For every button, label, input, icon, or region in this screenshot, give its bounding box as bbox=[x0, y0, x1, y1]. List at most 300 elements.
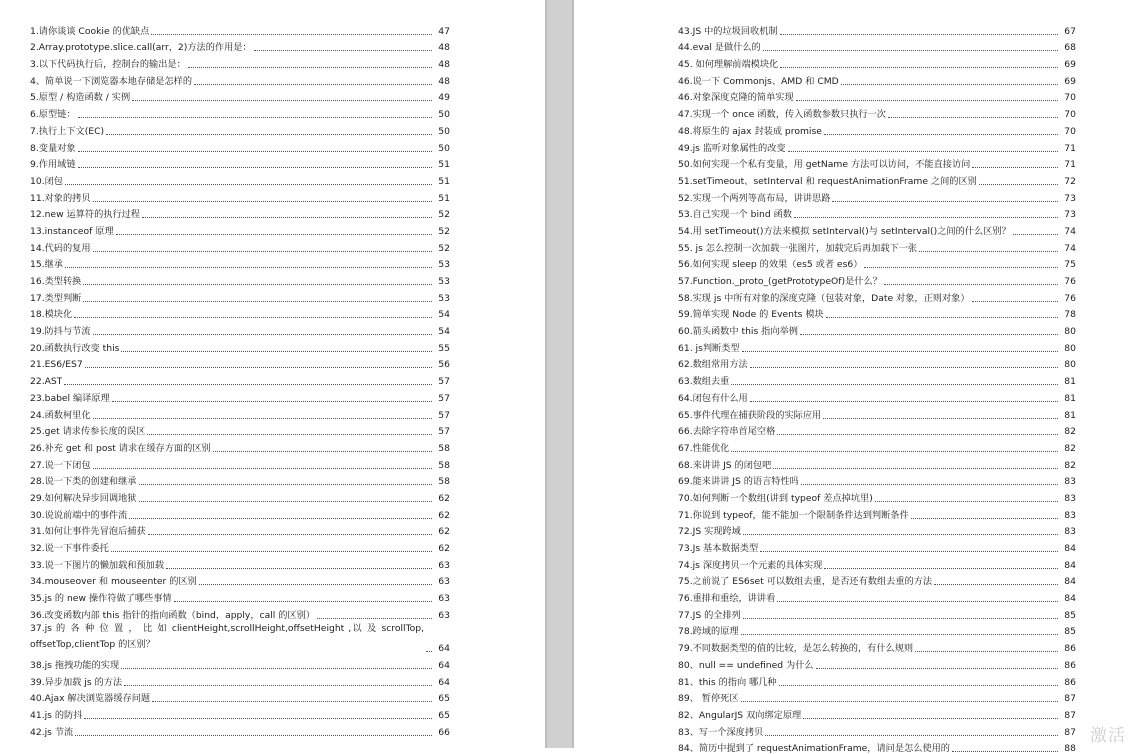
toc-dot-leader bbox=[65, 267, 432, 268]
toc-entry[interactable] bbox=[678, 120, 1076, 137]
toc-dot-leader bbox=[884, 284, 1058, 285]
toc-dot-leader bbox=[743, 618, 1058, 619]
toc-dot-leader bbox=[106, 134, 432, 135]
toc-entry-title: 14.代码的复用 bbox=[30, 242, 91, 254]
toc-page-number: 54 bbox=[438, 326, 450, 338]
toc-entry[interactable] bbox=[30, 154, 450, 171]
toc-dot-leader bbox=[188, 67, 432, 68]
toc-dot-leader bbox=[78, 151, 432, 152]
toc-entry[interactable] bbox=[678, 20, 1076, 37]
toc-entry-title: 23.babel 编译原理 bbox=[30, 392, 110, 404]
toc-entry-title: 70.如何判断一个数组(讲到 typeof 差点掉坑里) bbox=[678, 492, 873, 504]
toc-page-number: 75 bbox=[1064, 259, 1076, 271]
toc-entry-title: 8.变量对象 bbox=[30, 142, 76, 154]
toc-entry-title: 64.闭包有什么用 bbox=[678, 392, 748, 404]
toc-entry[interactable] bbox=[678, 370, 1076, 387]
toc-dot-leader bbox=[780, 34, 1058, 35]
toc-dot-leader bbox=[83, 301, 432, 302]
toc-entry[interactable] bbox=[30, 454, 450, 471]
toc-page-number: 50 bbox=[438, 125, 450, 137]
toc-page-number: 86 bbox=[1064, 643, 1076, 655]
toc-page-number: 81 bbox=[1064, 376, 1076, 388]
toc-entry-title: 35.js 的 new 操作符做了哪些事情 bbox=[30, 593, 172, 605]
toc-entry[interactable] bbox=[678, 154, 1076, 171]
toc-dot-leader bbox=[111, 551, 432, 552]
toc-page-number: 71 bbox=[1064, 142, 1076, 154]
toc-entry-title: 1.请你谈谈 Cookie 的优缺点 bbox=[30, 25, 150, 37]
toc-entry-title: 83、写一个深度拷贝 bbox=[678, 726, 764, 738]
toc-dot-leader bbox=[824, 568, 1058, 569]
toc-page-number: 84 bbox=[1064, 593, 1076, 605]
toc-dot-leader bbox=[65, 184, 432, 185]
toc-page-number: 73 bbox=[1064, 209, 1076, 221]
toc-list-left bbox=[30, 20, 450, 738]
toc-entry[interactable] bbox=[678, 170, 1076, 187]
toc-page-number: 53 bbox=[438, 259, 450, 271]
toc-dot-leader bbox=[124, 685, 432, 686]
toc-entry[interactable] bbox=[678, 671, 1076, 688]
toc-page-number: 69 bbox=[1064, 59, 1076, 71]
toc-page-number: 82 bbox=[1064, 426, 1076, 438]
toc-entry[interactable] bbox=[30, 87, 450, 104]
toc-entry-title: 50.如何实现一个私有变量，用 getName 方法可以访问，不能直接访问 bbox=[678, 159, 971, 171]
toc-entry-title: 74.js 深度拷贝一个元素的具体实现 bbox=[678, 559, 823, 571]
toc-entry[interactable] bbox=[678, 688, 1076, 705]
toc-entry-title: 48.将原生的 ajax 封装成 promise bbox=[678, 125, 822, 137]
toc-dot-leader bbox=[142, 217, 432, 218]
toc-dot-leader bbox=[78, 167, 432, 168]
toc-entry[interactable] bbox=[678, 37, 1076, 54]
toc-page-number: 57 bbox=[438, 392, 450, 404]
toc-dot-leader bbox=[147, 434, 432, 435]
toc-entry-title: 66.去除字符串首尾空格 bbox=[678, 426, 776, 438]
toc-entry[interactable] bbox=[30, 370, 450, 387]
toc-entry-title: 32.说一下事件委托 bbox=[30, 543, 109, 554]
toc-page-number: 62 bbox=[438, 492, 450, 504]
toc-entry[interactable] bbox=[30, 688, 450, 705]
toc-entry-title: 52.实现一个两列等高布局，讲讲思路 bbox=[678, 192, 831, 204]
toc-entry-title: 44.eval 是做什么的 bbox=[678, 42, 761, 54]
toc-page-number: 51 bbox=[438, 159, 450, 171]
toc-entry[interactable] bbox=[678, 137, 1076, 154]
toc-entry[interactable] bbox=[678, 504, 1076, 521]
toc-page-number: 51 bbox=[438, 175, 450, 187]
toc-page-number: 54 bbox=[438, 309, 450, 321]
toc-entry[interactable] bbox=[678, 471, 1076, 488]
toc-entry[interactable] bbox=[678, 654, 1076, 671]
toc-page-number: 84 bbox=[1064, 559, 1076, 571]
toc-page-number: 83 bbox=[1064, 509, 1076, 521]
toc-page-number: 62 bbox=[438, 526, 450, 538]
toc-entry-title: 22.AST bbox=[30, 376, 63, 388]
toc-entry-title: 80、null == undefined 为什么 bbox=[678, 659, 814, 671]
toc-page-number: 63 bbox=[438, 593, 450, 605]
page-gutter bbox=[545, 0, 574, 748]
toc-page-number: 65 bbox=[438, 693, 450, 705]
toc-entry[interactable] bbox=[30, 387, 450, 404]
toc-page-number: 56 bbox=[438, 359, 450, 371]
toc-entry[interactable] bbox=[30, 337, 450, 354]
toc-entry[interactable] bbox=[30, 237, 450, 254]
toc-dot-leader bbox=[803, 718, 1058, 719]
toc-entry-title: 18.模块化 bbox=[30, 309, 73, 321]
toc-entry-title: 78.跨域的原理 bbox=[678, 626, 739, 638]
toc-page-number: 67 bbox=[1064, 25, 1076, 37]
toc-entry-title: 56.如何实现 sleep 的效果（es5 或者 es6） bbox=[678, 259, 863, 271]
toc-page-number: 64 bbox=[438, 643, 450, 655]
toc-entry[interactable] bbox=[678, 437, 1076, 454]
toc-entry[interactable] bbox=[678, 404, 1076, 421]
toc-entry[interactable] bbox=[678, 387, 1076, 404]
toc-entry[interactable] bbox=[30, 671, 450, 688]
toc-entry[interactable] bbox=[30, 20, 450, 37]
toc-dot-leader bbox=[773, 468, 1058, 469]
toc-entry-title: 19.防抖与节流 bbox=[30, 326, 91, 338]
toc-page-number: 70 bbox=[1064, 92, 1076, 104]
toc-entry-title: 68.来讲讲 JS 的闭包吧 bbox=[678, 459, 772, 471]
toc-entry[interactable] bbox=[678, 521, 1076, 538]
toc-entry[interactable] bbox=[30, 287, 450, 304]
toc-entry[interactable] bbox=[30, 554, 450, 571]
toc-dot-leader bbox=[152, 701, 432, 702]
toc-dot-leader bbox=[841, 84, 1058, 85]
toc-entry-title: 75.之前说了 ES6set 可以数组去重，是否还有数组去重的方法 bbox=[678, 576, 933, 588]
toc-entry[interactable] bbox=[30, 487, 450, 504]
toc-entry-title: 40.Ajax 解决浏览器缓存问题 bbox=[30, 693, 151, 705]
toc-page-number: 64 bbox=[438, 676, 450, 688]
toc-dot-leader bbox=[750, 367, 1058, 368]
toc-entry[interactable] bbox=[30, 537, 450, 554]
toc-page-number: 70 bbox=[1064, 109, 1076, 121]
toc-entry[interactable] bbox=[30, 404, 450, 421]
toc-dot-leader bbox=[823, 418, 1058, 419]
toc-page-number: 84 bbox=[1064, 576, 1076, 588]
toc-entry-title: 13.instanceof 原理 bbox=[30, 225, 114, 237]
toc-entry-title: 15.继承 bbox=[30, 259, 63, 271]
toc-dot-leader bbox=[112, 401, 432, 402]
toc-entry[interactable] bbox=[678, 287, 1076, 304]
toc-entry-title: 28.说一下类的创建和继承 bbox=[30, 476, 137, 488]
toc-page-number: 81 bbox=[1064, 392, 1076, 404]
toc-entry[interactable] bbox=[30, 437, 450, 454]
toc-entry-title: 27.说一下闭包 bbox=[30, 459, 91, 471]
toc-entry-title: 54.用 setTimeout()方法来模拟 setInterval()与 setInterval()之间的什么区别？ bbox=[678, 225, 1011, 237]
toc-entry-title: 63.数组去重 bbox=[678, 376, 730, 388]
toc-dot-leader bbox=[84, 718, 432, 719]
activation-watermark: 激活 bbox=[1090, 726, 1126, 746]
toc-dot-leader bbox=[796, 100, 1058, 101]
toc-dot-leader bbox=[952, 751, 1058, 752]
toc-entry-title: 53.自己实现一个 bind 函数 bbox=[678, 209, 792, 221]
toc-dot-leader bbox=[93, 418, 432, 419]
toc-entry-title: 34.mouseover 和 mouseenter 的区别 bbox=[30, 576, 197, 588]
toc-page-number: 78 bbox=[1064, 309, 1076, 321]
toc-entry[interactable] bbox=[678, 487, 1076, 504]
toc-entry-title: 73.Js 基本数据类型 bbox=[678, 543, 759, 554]
toc-entry-title: 11.对象的拷贝 bbox=[30, 192, 91, 204]
toc-page-number: 64 bbox=[438, 659, 450, 671]
toc-entry[interactable] bbox=[678, 254, 1076, 271]
toc-entry[interactable] bbox=[678, 604, 1076, 621]
toc-entry-title: 30.说说前端中的事件流 bbox=[30, 509, 128, 521]
toc-page-number: 66 bbox=[438, 726, 450, 738]
toc-entry[interactable] bbox=[678, 421, 1076, 438]
toc-entry[interactable] bbox=[678, 187, 1076, 204]
toc-entry[interactable] bbox=[678, 304, 1076, 321]
toc-entry-title: 29.如何解决异步回调地狱 bbox=[30, 492, 137, 504]
toc-entry-title: 41.js 的防抖 bbox=[30, 709, 83, 721]
toc-entry-title: 12.new 运算符的执行过程 bbox=[30, 209, 141, 221]
toc-entry[interactable] bbox=[30, 70, 450, 87]
toc-page-number: 87 bbox=[1064, 693, 1076, 705]
toc-entry[interactable] bbox=[678, 537, 1076, 554]
toc-entry-title: 71.你说到 typeof，能不能加一个限制条件达到判断条件 bbox=[678, 509, 909, 521]
toc-page-number: 70 bbox=[1064, 125, 1076, 137]
toc-page-number: 53 bbox=[438, 292, 450, 304]
toc-entry-title: 2.Array.prototype.slice.call(arr，2)方法的作用是： bbox=[30, 42, 252, 54]
toc-dot-leader bbox=[139, 501, 433, 502]
toc-entry[interactable] bbox=[30, 354, 450, 371]
toc-entry[interactable] bbox=[678, 354, 1076, 371]
toc-dot-leader bbox=[743, 534, 1058, 535]
toc-page-number: 80 bbox=[1064, 326, 1076, 338]
toc-entry-title: 57.Function._proto_(getPrototypeOf)是什么？ bbox=[678, 276, 882, 287]
toc-entry-title: 46.说一下 Commonjs、AMD 和 CMD bbox=[678, 75, 839, 87]
toc-dot-leader bbox=[317, 618, 432, 619]
toc-dot-leader bbox=[194, 84, 432, 85]
toc-page-number: 88 bbox=[1064, 743, 1076, 754]
toc-dot-leader bbox=[800, 334, 1058, 335]
toc-dot-leader bbox=[93, 251, 432, 252]
toc-dot-leader bbox=[801, 484, 1058, 485]
toc-entry[interactable] bbox=[30, 471, 450, 488]
toc-dot-leader bbox=[85, 367, 432, 368]
toc-dot-leader bbox=[777, 434, 1058, 435]
toc-entry-title: 3.以下代码执行后，控制台的输出是： bbox=[30, 59, 186, 71]
toc-dot-leader bbox=[64, 384, 432, 385]
toc-entry[interactable] bbox=[678, 103, 1076, 120]
toc-dot-leader bbox=[166, 568, 432, 569]
toc-entry[interactable] bbox=[678, 704, 1076, 721]
toc-entry-title: 25.get 请求传参长度的误区 bbox=[30, 426, 146, 438]
toc-entry-title: 81、this 的指向 哪几种 bbox=[678, 676, 777, 688]
toc-entry[interactable] bbox=[678, 337, 1076, 354]
toc-dot-leader bbox=[780, 67, 1058, 68]
toc-entry-title: 82、AngularJS 双向绑定原理 bbox=[678, 709, 802, 721]
toc-entry[interactable] bbox=[678, 270, 1076, 287]
toc-entry-title: 42.js 节流 bbox=[30, 726, 74, 738]
toc-entry[interactable] bbox=[30, 587, 450, 604]
toc-entry-title: 37.js 的 各 种 位 置 ， 比 如 clientHeight,scrollHeight,offsetHeight ,以 及 scrollTop, offsetTop,clientTop 的区别？ bbox=[30, 622, 424, 651]
toc-dot-leader bbox=[972, 167, 1058, 168]
toc-entry[interactable] bbox=[30, 304, 450, 321]
toc-dot-leader bbox=[74, 317, 432, 318]
toc-entry[interactable] bbox=[678, 454, 1076, 471]
toc-page-number: 85 bbox=[1064, 609, 1076, 621]
toc-page-number: 58 bbox=[438, 442, 450, 454]
toc-page-number: 62 bbox=[438, 543, 450, 554]
toc-page-number: 81 bbox=[1064, 409, 1076, 421]
toc-dot-leader bbox=[78, 117, 432, 118]
toc-entry-title: 5.原型 / 构造函数 / 实例 bbox=[30, 92, 131, 104]
toc-entry[interactable] bbox=[30, 53, 450, 70]
toc-page-number: 83 bbox=[1064, 476, 1076, 488]
toc-dot-leader bbox=[741, 634, 1058, 635]
toc-page-number: 49 bbox=[438, 92, 450, 104]
toc-entry-title: 51.setTimeout、setInterval 和 requestAnimationFrame 之间的区别 bbox=[678, 175, 977, 187]
toc-entry[interactable] bbox=[30, 654, 450, 671]
toc-dot-leader bbox=[731, 451, 1058, 452]
toc-entry[interactable] bbox=[30, 187, 450, 204]
toc-page-number: 80 bbox=[1064, 359, 1076, 371]
toc-dot-leader bbox=[824, 134, 1058, 135]
toc-entry[interactable] bbox=[30, 421, 450, 438]
toc-dot-leader bbox=[93, 334, 432, 335]
toc-entry[interactable] bbox=[678, 587, 1076, 604]
toc-entry-title: 46.对象深度克隆的简单实现 bbox=[678, 92, 794, 104]
toc-page-number: 82 bbox=[1064, 459, 1076, 471]
toc-dot-leader bbox=[794, 217, 1058, 218]
toc-entry[interactable] bbox=[30, 270, 450, 287]
toc-entry-title: 72.JS 实现跨域 bbox=[678, 526, 741, 538]
toc-page-number: 76 bbox=[1064, 292, 1076, 304]
toc-entry-title: 33.说一下图片的懒加载和预加载 bbox=[30, 559, 165, 571]
toc-entry[interactable] bbox=[678, 721, 1076, 738]
toc-entry[interactable] bbox=[678, 87, 1076, 104]
toc-dot-leader bbox=[816, 668, 1058, 669]
toc-entry-title: 10.闭包 bbox=[30, 175, 63, 187]
toc-entry[interactable] bbox=[30, 320, 450, 337]
toc-entry[interactable] bbox=[30, 37, 450, 54]
toc-entry-title: 36.改变函数内部 this 指针的指向函数（bind，apply，call 的区别） bbox=[30, 609, 315, 621]
toc-dot-leader bbox=[934, 584, 1058, 585]
toc-dot-leader bbox=[826, 317, 1058, 318]
toc-page-number: 55 bbox=[438, 342, 450, 354]
toc-page-number: 63 bbox=[438, 559, 450, 571]
toc-entry[interactable] bbox=[30, 137, 450, 154]
toc-entry[interactable] bbox=[30, 621, 450, 654]
toc-entry[interactable] bbox=[678, 204, 1076, 221]
toc-page-number: 57 bbox=[438, 376, 450, 388]
toc-dot-leader bbox=[93, 468, 432, 469]
toc-entry[interactable] bbox=[30, 504, 450, 521]
toc-page-number: 48 bbox=[438, 42, 450, 54]
toc-entry[interactable] bbox=[30, 120, 450, 137]
toc-entry-title: 65.事件代理在捕获阶段的实际应用 bbox=[678, 409, 822, 421]
toc-page-number: 48 bbox=[438, 59, 450, 71]
toc-entry-title: 9.作用域链 bbox=[30, 159, 76, 171]
toc-page-number: 82 bbox=[1064, 442, 1076, 454]
toc-list-right bbox=[678, 20, 1076, 754]
toc-page-right bbox=[574, 0, 1132, 754]
toc-dot-leader bbox=[1013, 234, 1058, 235]
toc-entry[interactable] bbox=[30, 170, 450, 187]
toc-entry[interactable] bbox=[30, 721, 450, 738]
toc-entry[interactable] bbox=[30, 220, 450, 237]
toc-entry[interactable] bbox=[678, 637, 1076, 654]
toc-entry-title: 6.原型链： bbox=[30, 109, 76, 121]
toc-dot-leader bbox=[832, 201, 1058, 202]
toc-dot-leader bbox=[121, 351, 432, 352]
toc-page-number: 69 bbox=[1064, 75, 1076, 87]
toc-dot-leader bbox=[972, 301, 1058, 302]
toc-entry-title: 58.实现 js 中所有对象的深度克隆（包装对象，Date 对象，正则对象） bbox=[678, 292, 970, 304]
toc-entry[interactable] bbox=[678, 621, 1076, 638]
toc-dot-leader bbox=[742, 351, 1058, 352]
toc-dot-leader bbox=[875, 501, 1058, 502]
toc-entry-title: 49.js 监听对象属性的改变 bbox=[678, 142, 786, 154]
toc-entry[interactable] bbox=[678, 738, 1076, 754]
toc-entry[interactable] bbox=[30, 254, 450, 271]
toc-entry[interactable] bbox=[678, 554, 1076, 571]
toc-entry-title: 55. js 怎么控制一次加载一张图片，加载完后再加载下一张 bbox=[678, 242, 918, 254]
toc-dot-leader bbox=[779, 685, 1058, 686]
toc-entry[interactable] bbox=[678, 70, 1076, 87]
toc-dot-leader bbox=[760, 551, 1058, 552]
toc-entry[interactable] bbox=[30, 604, 450, 621]
toc-page-number: 71 bbox=[1064, 159, 1076, 171]
toc-entry-title: 4、简单说一下浏览器本地存储是怎样的 bbox=[30, 75, 193, 87]
toc-page-number: 63 bbox=[438, 609, 450, 621]
toc-dot-leader bbox=[121, 668, 432, 669]
toc-dot-leader bbox=[911, 518, 1058, 519]
toc-dot-leader bbox=[129, 518, 432, 519]
toc-page-number: 62 bbox=[438, 509, 450, 521]
toc-dot-leader bbox=[93, 201, 432, 202]
toc-page-number: 74 bbox=[1064, 242, 1076, 254]
toc-entry-title: 39.异步加载 js 的方法 bbox=[30, 676, 123, 688]
toc-entry-title: 69.能来讲讲 JS 的语言特性吗 bbox=[678, 476, 799, 488]
toc-page-number: 51 bbox=[438, 192, 450, 204]
toc-entry[interactable] bbox=[678, 571, 1076, 588]
toc-dot-leader bbox=[116, 234, 432, 235]
toc-dot-leader bbox=[750, 401, 1058, 402]
toc-entry[interactable] bbox=[30, 521, 450, 538]
toc-entry-title: 60.箭头函数中 this 指向举例 bbox=[678, 326, 798, 338]
toc-dot-leader bbox=[763, 50, 1058, 51]
toc-entry[interactable] bbox=[30, 571, 450, 588]
toc-entry-title: 59.简单实现 Node 的 Events 模块 bbox=[678, 309, 824, 321]
gutter-shadow-left bbox=[545, 0, 547, 748]
toc-entry-title: 62.数组常用方法 bbox=[678, 359, 748, 371]
toc-entry[interactable] bbox=[30, 103, 450, 120]
toc-dot-leader bbox=[75, 735, 432, 736]
toc-dot-leader bbox=[254, 50, 432, 51]
toc-entry[interactable] bbox=[30, 704, 450, 721]
toc-entry[interactable] bbox=[30, 204, 450, 221]
toc-page-number: 65 bbox=[438, 709, 450, 721]
toc-page-number: 85 bbox=[1064, 626, 1076, 638]
toc-entry-title: 67.性能优化 bbox=[678, 442, 730, 454]
toc-dot-leader bbox=[915, 651, 1058, 652]
toc-entry-title: 79.不同数据类型的值的比较，是怎么转换的，有什么规则 bbox=[678, 643, 914, 655]
toc-dot-leader bbox=[979, 184, 1058, 185]
toc-entry[interactable] bbox=[678, 237, 1076, 254]
toc-page-number: 50 bbox=[438, 109, 450, 121]
toc-entry-title: 77.JS 的全排列 bbox=[678, 609, 741, 621]
toc-dot-leader bbox=[731, 384, 1058, 385]
toc-page-number: 50 bbox=[438, 142, 450, 154]
toc-dot-leader bbox=[777, 601, 1058, 602]
toc-entry[interactable] bbox=[678, 220, 1076, 237]
toc-page-number: 74 bbox=[1064, 225, 1076, 237]
toc-dot-leader bbox=[788, 151, 1058, 152]
toc-page-number: 52 bbox=[438, 209, 450, 221]
toc-page-number: 57 bbox=[438, 426, 450, 438]
toc-page-number: 48 bbox=[438, 75, 450, 87]
toc-entry[interactable] bbox=[678, 53, 1076, 70]
toc-entry[interactable] bbox=[678, 320, 1076, 337]
